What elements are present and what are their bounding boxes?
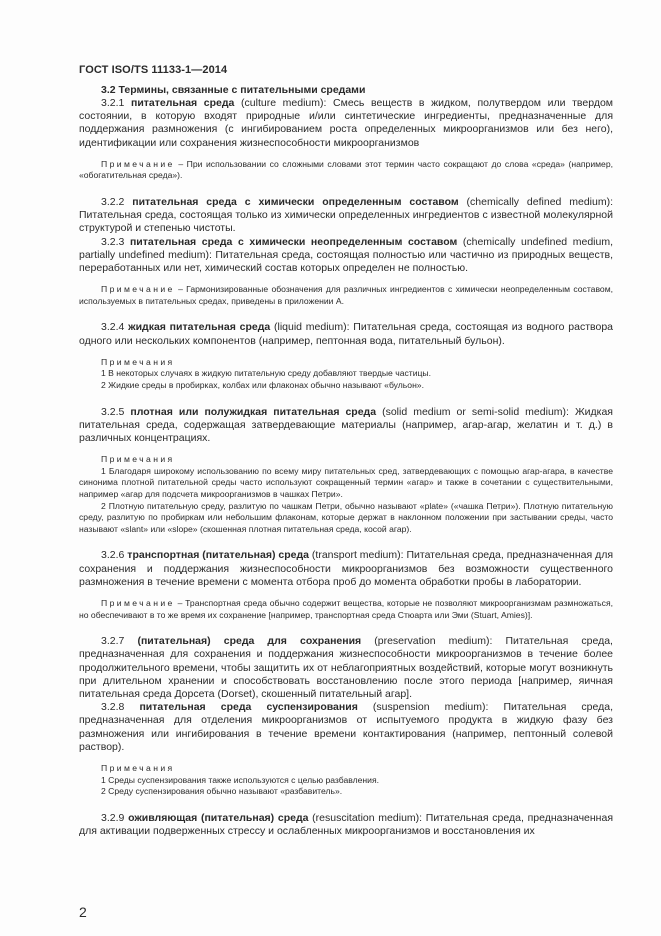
notes-label-3-2-8: Примечания: [101, 762, 175, 773]
note-3-2-3: Примечание – Гармонизированные обозначения для различных ингредиентов с химически неопределенным составом, используемых в питательных средах, приведены в приложении А.: [79, 284, 613, 306]
note-3-2-6: Примечание – Транспортная среда обычно содержит вещества, которые не позволяют микроорганизмам размножаться, но обеспечивают в то же время их сохранение [например, транспортная среда Стюарта или Эми (Stuart, Amies)].: [79, 597, 613, 620]
notes-label-3-2-4: Примечания: [101, 356, 175, 367]
term-3-2-9: 3.2.9 оживляющая (питательная) среда (resuscitation medium): Питательная среда, предназначенная для активации подверженных стрессу и ослабленных микроорганизмов и восстановления их: [79, 811, 614, 837]
note-item: 2 Плотную питательную среду, разлитую по чашкам Петри, обычно называют «plate» («чашка Петри»). Плотную питательную среду, разлитую по пробиркам или небольшим флаконам, которые держат в наклонном положении при застывании среды, часто называют «slant» или «slope» (скошенная плотная питательная среда, косой агар).: [79, 500, 613, 534]
term-3-2-4: 3.2.4 жидкая питательная среда (liquid medium): Питательная среда, состоящая из водного раствора одного или нескольких компонентов (например, пептонная вода, питательный бульон).: [79, 321, 613, 347]
term-3-2-1: 3.2.1 питательная среда (culture medium): Смесь веществ в жидком, полутвердом или твердом состоянии, в которую входят природные и/или синтетические ингредиенты, предназначенные для поддержания размножения (с ингибированием роста определенных микроорганизмов или без него), идентификации или сохранения жизнеспособности микроорганизмов: [79, 97, 614, 149]
notes-label-3-2-5: Примечания: [101, 454, 175, 465]
note-item: 1 В некоторых случаях в жидкую питательную среду добавляют твердые частицы.: [101, 368, 431, 379]
note-item: 1 Благодаря широкому использованию по всему миру питательных сред, затвердевающих с помощью агар-агара, в качестве синонима плотной питательной среды часто используют сокращенный термин «агар» и также в сочетании с существительными, например «агар для подсчета микроорганизмов в чашках Петри».: [79, 465, 613, 499]
term-3-2-8: 3.2.8 питательная среда суспензирования (suspension medium): Питательная среда, предназначенная для отделения микроорганизмов от испытуемого продукта в жидкую фазу без размножения или ингибирования в течение времени контактирования (например, пептонный солевой раствор).: [79, 701, 613, 753]
note-item: 2 Среду суспензирования обычно называют «разбавитель».: [101, 786, 343, 797]
note-item: 2 Жидкие среды в пробирках, колбах или флаконах обычно называют «бульон».: [101, 380, 424, 390]
term-3-2-3: 3.2.3 питательная среда с химически неопределенным составом (chemically undefined medium, partially undefined medium): Питательная среда, состоящая полностью или частично из природных веществ, переработанных или нет, химический состав которых определен не полностью.: [79, 235, 613, 275]
term-3-2-6: 3.2.6 транспортная (питательная) среда (transport medium): Питательная среда, предназначенная для сохранения и поддержания жизнеспособности микроорганизмов без возможности существенного размножения в течение времени с момента отбора проб до момента обработки пробы в лаборатории.: [79, 549, 614, 588]
term-3-2-2: 3.2.2 питательная среда с химически определенным составом (chemically defined medium): Питательная среда, состоящая только из химически определенных ингредиентов с известной молекулярной структурой и степенью чистоты.: [79, 196, 613, 235]
note-3-2-1: Примечание – При использовании со сложными словами этот термин часто сокращают до слова «среда» (например, «обогатительная среда»).: [79, 158, 613, 181]
document-header: ГОСТ ISO/TS 11133-1—2014: [79, 64, 228, 76]
document-page: [79, 64, 613, 838]
page-number: 2: [79, 904, 87, 920]
term-3-2-5: 3.2.5 плотная или полужидкая питательная среда (solid medium or semi-solid medium): Жидкая питательная среда, содержащая затвердевающие материалы (например, агар-агар, желатин и т. д.) в различных концентрациях.: [79, 405, 613, 444]
note-item: 1 Среды суспензирования также используются с целью разбавления.: [101, 774, 380, 785]
section-title: 3.2 Термины, связанные с питательными средами: [101, 84, 366, 96]
term-3-2-7: 3.2.7 (питательная) среда для сохранения (preservation medium): Питательная среда, предназначенная для сохранения и поддержания жизнеспособности микроорганизмов в течение более продолжительного времени, чтобы защитить их от неблагоприятных воздействий, которые могут возникнуть при длительном хранении и способствовать восстановлению после этого периода [например, яичная питательная среда Дорсета (Dorset), скошенный питательный агар].: [79, 635, 613, 700]
